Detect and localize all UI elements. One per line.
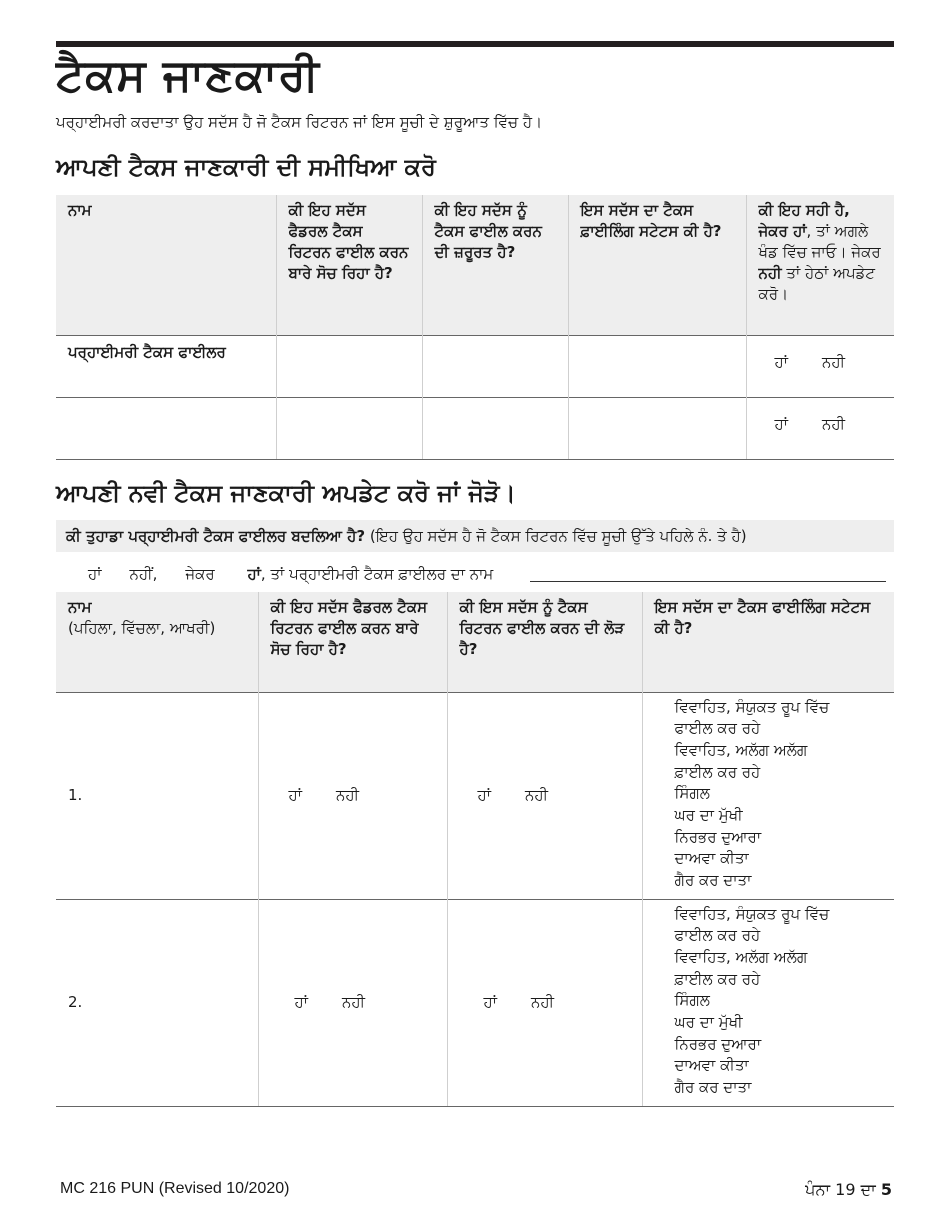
federal-return-cell[interactable] [276,397,422,459]
yes-option[interactable]: ਹਾਂ [477,786,491,804]
correct-cell [746,335,894,397]
primary-filer-answer [88,565,886,583]
yes-option[interactable]: ਹਾਂ [294,993,308,1011]
federal-return-cell [258,899,447,1106]
status-option-cont: ਦਾਅਵਾ ਕੀਤਾ [674,849,749,868]
status-option[interactable]: ਘਰ ਦਾ ਮੁੱਖੀ [674,806,743,825]
col-name-header: ਨਾਮ [56,195,276,335]
page-title: ਟੈਕਸ ਜਾਣਕਾਰੀ [56,50,320,101]
table-row [56,692,894,899]
federal-return-cell[interactable] [276,335,422,397]
federal-return-cell [258,692,447,899]
no-option[interactable]: ਨਹੀ [524,786,549,804]
need-file-cell[interactable] [422,335,568,397]
status-option-cont: ਫ਼ਾਈਲ ਕਰ ਰਹੇ [674,762,761,781]
yes-option[interactable]: ਹਾਂ [774,352,788,371]
no-option[interactable]: ਨਹੀ [821,414,846,433]
form-id: MC 216 PUN (Revised 10/2020) [60,1180,290,1197]
status-option[interactable]: ਵਿਵਾਹਿਤ, ਸੰਯੁਕਤ ਰੂਪ ਵਿੱਚ [674,904,830,923]
need-file-cell[interactable] [422,397,568,459]
col-filing-status-header: ਇਸ ਸਦੱਸ ਦਾ ਟੈਕਸ ਫਾਈਲਿੰਗ ਸਟੇਟਸ ਕੀ ਹੈ? [642,592,894,692]
change-note: (ਇਹ ਉਹ ਸਦੱਸ ਹੈ ਜੋ ਟੈਕਸ ਰਿਟਰਨ ਵਿੱਚ ਸੂਚੀ ਉੱਤੇ ਪਹਿਲੇ ਨੰ. ਤੇ ਹੈ) [369,527,747,545]
change-question: ਕੀ ਤੁਹਾਡਾ ਪਰ੍ਹਾਈਮਰੀ ਟੈਕਸ ਫਾਈਲਰ ਬਦਲਿਆ ਹੈ? [66,527,366,545]
col-correct-header: ਕੀ ਇਹ ਸਹੀ ਹੈ, ਜੇਕਰ ਹਾਂ, ਤਾਂ ਅਗਲੇ ਖੰਡ ਵਿੱਚ ਜਾਓ। ਜੇਕਰ ਨਹੀ ਤਾਂ ਹੇਠਾਂ ਅਪਡੇਟ ਕਰੋ। [746,195,894,335]
status-option[interactable]: ਵਿਵਾਹਿਤ, ਸੰਯੁਕਤ ਰੂਪ ਵਿੱਚ [674,697,830,716]
update-table [56,592,894,1107]
col-name-header: ਨਾਮ (ਪਹਿਲਾ, ਵਿੱਚਲਾ, ਆਖਰੀ) [56,592,258,692]
filing-status-options [642,692,894,899]
review-table [56,195,894,460]
no-option[interactable]: ਨਹੀ [335,786,360,804]
filing-status-cell[interactable] [568,397,746,459]
status-option[interactable]: ਵਿਵਾਹਿਤ, ਅਲੱਗ ਅਲੱਗ [674,740,808,759]
status-option[interactable]: ਵਿਵਾਹਿਤ, ਅਲੱਗ ਅਲੱਗ [674,947,808,966]
yes-option[interactable]: ਹਾਂ [288,786,302,804]
answer-yes-option[interactable]: ਹਾਂ [88,565,102,583]
status-option-cont: ਫਾਈਲ ਕਰ ਰਹੇ [674,719,761,738]
need-file-cell [447,692,642,899]
filing-status-cell[interactable] [568,335,746,397]
need-file-cell [447,899,642,1106]
answer-if-label: ਜੇਕਰ ਹਾਂ, ਤਾਂ ਪਰ੍ਹਾਈਮਰੀ ਟੈਕਸ ਫ਼ਾਈਲਰ ਦਾ ਨਾਮ [185,565,494,583]
update-header-row [56,592,894,692]
status-option-cont: ਦਾਅਵਾ ਕੀਤਾ [674,1056,749,1075]
status-option[interactable]: ਘਰ ਦਾ ਮੁੱਖੀ [674,1013,743,1032]
status-option[interactable]: ਸਿੰਗਲ [674,991,710,1010]
col-filing-status-header: ਇਸ ਸਦੱਸ ਦਾ ਟੈਕਸ ਫ਼ਾਈਲਿੰਗ ਸਟੇਟਸ ਕੀ ਹੈ? [568,195,746,335]
status-option-cont: ਫਾਈਲ ਕਰ ਰਹੇ [674,926,761,945]
col-federal-return-header: ਕੀ ਇਹ ਸਦੱਸ ਫੈਡਰਲ ਟੈਕਸ ਰਿਟਰਨ ਫਾਈਲ ਕਰਨ ਬਾਰੇ ਸੋਚ ਰਿਹਾ ਹੈ? [258,592,447,692]
status-option-cont: ਫ਼ਾਈਲ ਕਰ ਰਹੇ [674,969,761,988]
no-option[interactable]: ਨਹੀ [530,993,555,1011]
member-name-cell[interactable]: 1. [56,692,258,899]
col-federal-return-header: ਕੀ ਇਹ ਸਦੱਸ ਫੈਡਰਲ ਟੈਕਸ ਰਿਟਰਨ ਫਾਈਲ ਕਰਨ ਬਾਰੇ ਸੋਚ ਰਿਹਾ ਹੈ? [276,195,422,335]
table-row [56,397,894,459]
page-number: ਪੰਨਾ 19 ਦਾ 5 [805,1180,892,1199]
intro-text: ਪਰ੍ਹਾਈਮਰੀ ਕਰਦਾਤਾ ਉਹ ਸਦੱਸ ਹੈ ਜੋ ਟੈਕਸ ਰਿਟਰਨ ਜਾਂ ਇਸ ਸੂਚੀ ਦੇ ਸ਼ੁਰੂਆਤ ਵਿੱਚ ਹੈ। [56,113,543,131]
answer-no-option[interactable]: ਨਹੀਂ, [129,565,158,583]
no-option[interactable]: ਨਹੀ [341,993,366,1011]
status-option[interactable]: ਗੈਰ ਕਰ ਦਾਤਾ [674,1078,752,1097]
status-option[interactable]: ਨਿਰਭਰ ਦੁਆਰਾ [674,1034,762,1053]
status-option[interactable]: ਨਿਰਭਰ ਦੁਆਰਾ [674,827,762,846]
top-rule [56,41,894,47]
yes-option[interactable]: ਹਾਂ [483,993,497,1011]
table-row [56,335,894,397]
row-name-cell[interactable] [56,397,276,459]
row-name-cell: ਪਰ੍ਹਾਈਮਰੀ ਟੈਕਸ ਫਾਈਲਰ [56,335,276,397]
primary-filer-change-question [56,520,894,552]
status-option[interactable]: ਗੈਰ ਕਰ ਦਾਤਾ [674,871,752,890]
status-option[interactable]: ਸਿੰਗਲ [674,784,710,803]
col-need-file-header: ਕੀ ਇਸ ਸਦੱਸ ਨੂੰ ਟੈਕਸ ਰਿਟਰਨ ਫਾਈਲ ਕਰਨ ਦੀ ਲੋੜ ਹੈ? [447,592,642,692]
review-section-title: ਆਪਣੀ ਟੈਕਸ ਜਾਣਕਾਰੀ ਦੀ ਸਮੀਖਿਆ ਕਰੋ [56,153,436,181]
no-option[interactable]: ਨਹੀ [821,352,846,371]
member-name-cell[interactable]: 2. [56,899,258,1106]
primary-filer-name-field[interactable] [530,581,886,582]
correct-cell [746,397,894,459]
review-header-row [56,195,894,335]
name-subheader: (ਪਹਿਲਾ, ਵਿੱਚਲਾ, ਆਖਰੀ) [68,619,216,637]
col-need-file-header: ਕੀ ਇਹ ਸਦੱਸ ਨੂੰ ਟੈਕਸ ਫਾਈਲ ਕਰਨ ਦੀ ਜ਼ਰੂਰਤ ਹੈ? [422,195,568,335]
filing-status-options [642,899,894,1106]
update-section-title: ਆਪਣੀ ਨਵੀ ਟੈਕਸ ਜਾਣਕਾਰੀ ਅਪਡੇਟ ਕਰੋ ਜਾਂ ਜੋੜੋ। [56,479,516,507]
yes-option[interactable]: ਹਾਂ [774,414,788,433]
table-row [56,899,894,1106]
